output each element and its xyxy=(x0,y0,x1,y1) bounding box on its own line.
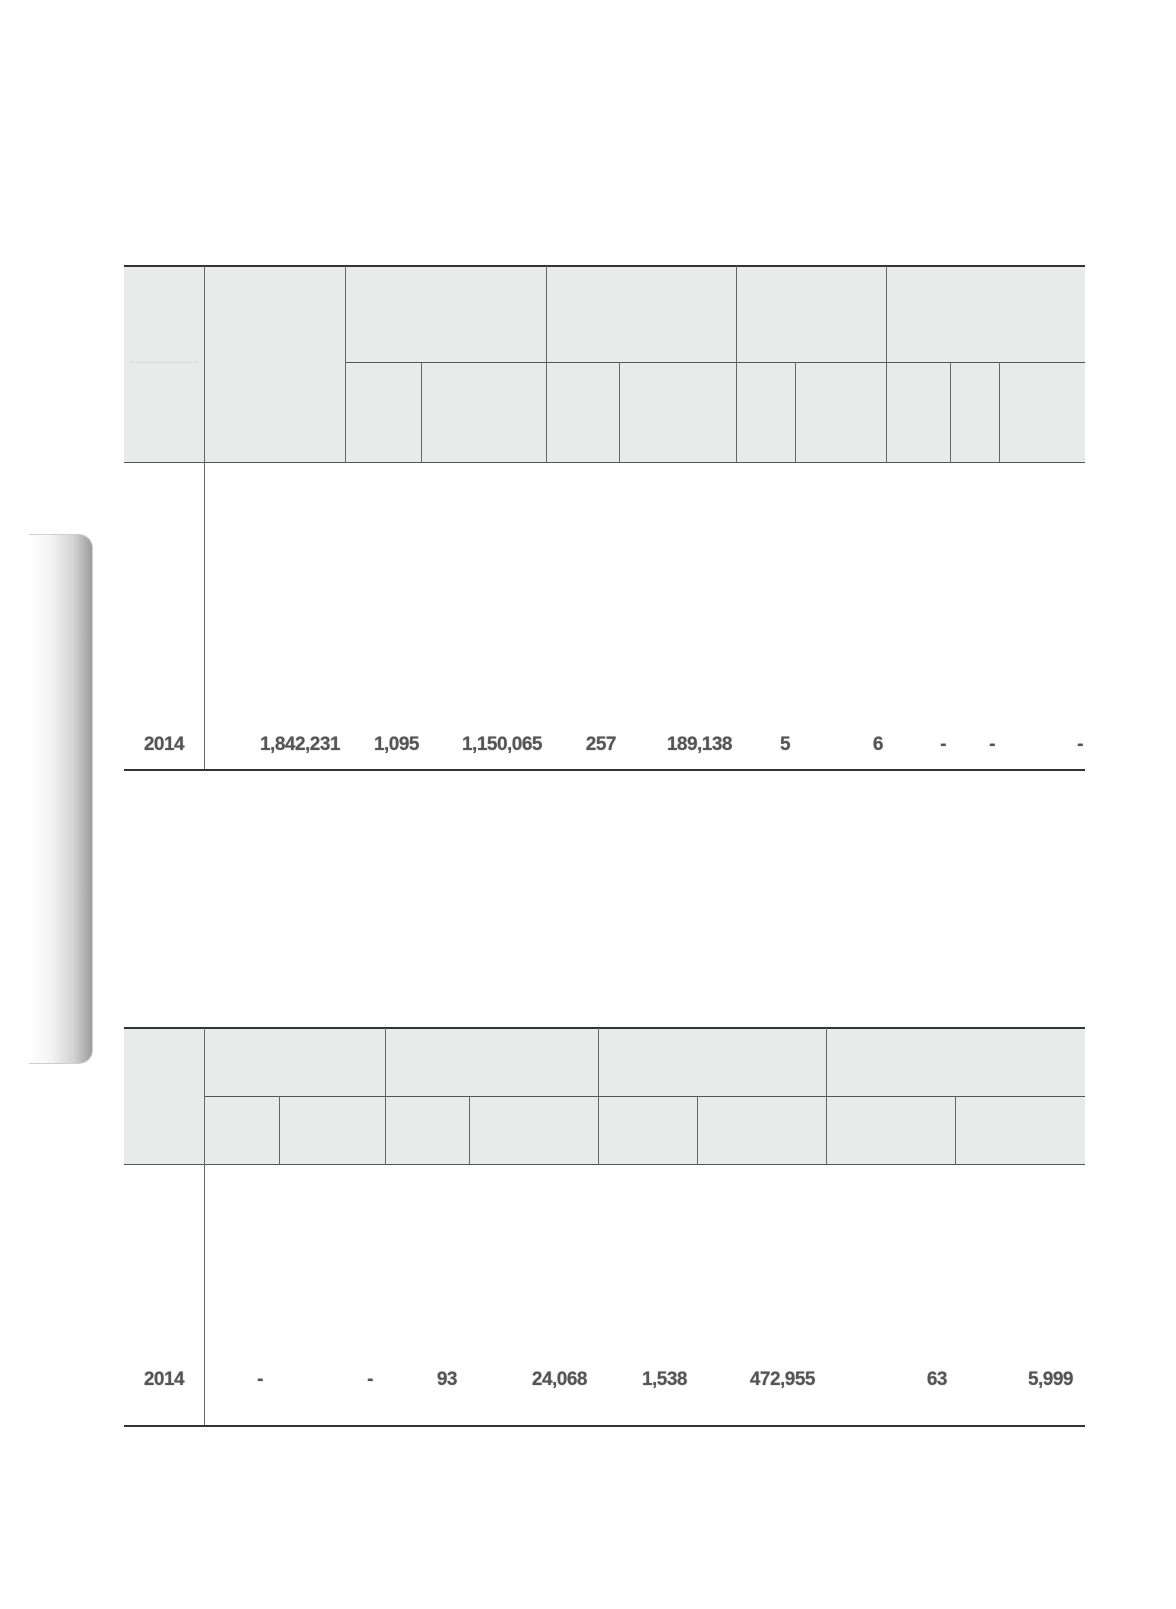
table-1-header-rule xyxy=(124,462,1085,463)
year-cell: 2014 xyxy=(143,734,185,755)
value-cell: 24,068 xyxy=(531,1369,587,1390)
value-cell: - xyxy=(367,1369,373,1390)
value-cell: - xyxy=(1077,734,1083,755)
value-cell: 63 xyxy=(926,1369,947,1390)
value-cell: 257 xyxy=(585,734,616,755)
value-cell: 1,842,231 xyxy=(259,734,340,755)
side-tab xyxy=(29,534,93,1064)
value-cell: 6 xyxy=(872,734,883,755)
value-cell: 1,150,065 xyxy=(461,734,542,755)
year-cell: 2014 xyxy=(143,1369,185,1390)
table-1-top-rule xyxy=(124,265,1085,267)
table-1-bottom-rule xyxy=(124,769,1085,771)
value-cell: 5 xyxy=(779,734,791,755)
table-2-header-rule xyxy=(124,1164,1085,1165)
value-cell: - xyxy=(940,734,946,755)
value-cell: 189,138 xyxy=(666,734,732,755)
value-cell: 472,955 xyxy=(749,1369,815,1390)
value-cell: - xyxy=(989,734,995,755)
value-cell: 93 xyxy=(436,1369,457,1390)
value-cell: 1,538 xyxy=(641,1369,687,1390)
value-cell: 5,999 xyxy=(1027,1369,1073,1390)
table-2-bottom-rule xyxy=(124,1425,1085,1427)
value-cell: 1,095 xyxy=(373,734,419,755)
table-2-top-rule xyxy=(124,1027,1085,1029)
table-1-header xyxy=(124,266,1085,463)
value-cell: - xyxy=(257,1369,263,1390)
